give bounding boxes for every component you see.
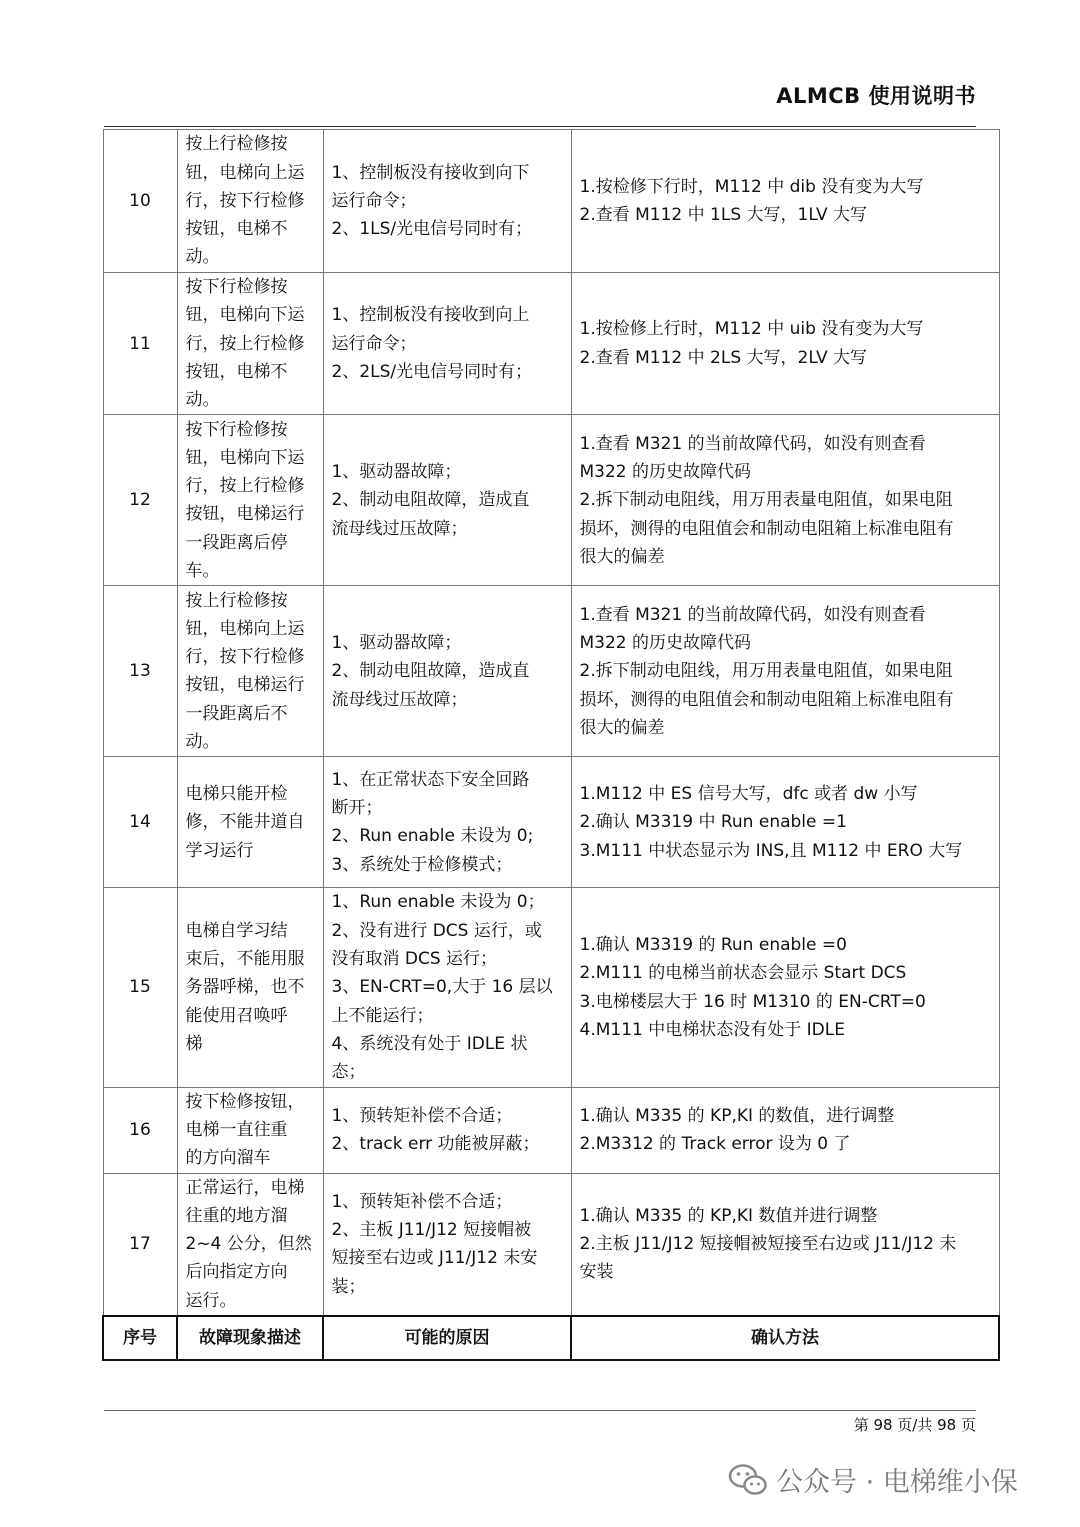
cell-line: 钮，电梯向下运 <box>185 305 305 326</box>
fault-table <box>102 129 1000 1361</box>
cell-check <box>571 1087 999 1173</box>
cell-symptom <box>177 1173 323 1316</box>
cell-number: 14 <box>103 757 177 888</box>
cell-line: 1.按检修下行时，M112 中 dib 没有变为大写 <box>579 176 924 197</box>
cell-line: 电梯一直往重 <box>185 1119 288 1140</box>
cell-line: 按下检修按钮， <box>185 1091 305 1112</box>
cell-line: 运行命令； <box>331 333 417 354</box>
cell-check <box>571 888 999 1087</box>
column-header-number: 序号 <box>103 1316 177 1360</box>
cell-line: 1.查看 M321 的当前故障代码，如没有则查看 <box>579 604 926 625</box>
cell-line: 修，不能井道自 <box>185 812 305 833</box>
table-row <box>103 1173 999 1316</box>
cell-line: 后向指定方向 <box>185 1262 288 1283</box>
cell-line: 2.查看 M112 中 1LS 大写，1LV 大写 <box>579 205 867 225</box>
cell-symptom <box>177 888 323 1087</box>
cell-symptom <box>177 415 323 586</box>
cell-cause <box>323 1087 571 1173</box>
cell-line: 2、制动电阻故障，造成直 <box>331 661 530 682</box>
cell-line: 4、系统没有处于 IDLE 状 <box>331 1033 528 1054</box>
cell-line: 按钮，电梯运行 <box>185 675 305 696</box>
cell-line: 按钮，电梯不 <box>185 219 288 240</box>
cell-check <box>571 130 999 273</box>
cell-line: 动。 <box>185 390 220 411</box>
cell-line: 3.M111 中状态显示为 INS,且 M112 中 ERO 大写 <box>579 840 963 861</box>
cell-line: 2.M3312 的 Track error 设为 0 了 <box>579 1134 851 1155</box>
cell-line: 1、预转矩补偿不合适； <box>331 1191 513 1212</box>
cell-line: 短接至右边或 J11/J12 未安 <box>331 1248 538 1269</box>
cell-line: 2.拆下制动电阻线，用万用表量电阻值，如果电阻 <box>579 490 953 511</box>
cell-number: 11 <box>103 273 177 415</box>
cell-number: 15 <box>103 888 177 1087</box>
cell-line: 1.查看 M321 的当前故障代码，如没有则查看 <box>579 433 926 454</box>
cell-line: 钮，电梯向上运 <box>185 618 305 639</box>
cell-check <box>571 1173 999 1316</box>
cell-cause <box>323 130 571 273</box>
cell-line: 3、EN-CRT=0,大于 16 层以 <box>331 977 553 998</box>
cell-line: 断开； <box>331 798 383 819</box>
cell-line: 行，按下行检修 <box>185 190 305 211</box>
cell-line: 1、控制板没有接收到向下 <box>331 162 530 183</box>
cell-line: 一段距离后停 <box>185 532 288 553</box>
column-header-cause: 可能的原因 <box>323 1316 571 1360</box>
cell-line: 很大的偏差 <box>579 546 665 567</box>
table-row <box>103 130 999 273</box>
cell-number: 12 <box>103 415 177 586</box>
cell-number: 17 <box>103 1173 177 1316</box>
table-row <box>103 1087 999 1173</box>
cell-symptom <box>177 1087 323 1173</box>
cell-line: 车。 <box>185 561 220 582</box>
watermark <box>728 1460 1018 1499</box>
cell-line: 钮，电梯向下运 <box>185 447 305 468</box>
cell-line: 2.确认 M3319 中 Run enable =1 <box>579 812 847 833</box>
cell-line: 安装 <box>579 1262 614 1283</box>
cell-line: 态； <box>331 1062 366 1083</box>
watermark-text: 公众号 · 电梯维小保 <box>776 1467 1018 1498</box>
cell-cause <box>323 757 571 888</box>
cell-line: 1、控制板没有接收到向上 <box>331 305 530 326</box>
cell-line: 正常运行，电梯 <box>185 1177 305 1198</box>
cell-symptom <box>177 757 323 888</box>
cell-line: 2.查看 M112 中 2LS 大写，2LV 大写 <box>579 347 867 368</box>
cell-line: 1、驱动器故障； <box>331 462 462 483</box>
wechat-icon <box>728 1463 768 1497</box>
table-row <box>103 757 999 888</box>
cell-line: 按上行检修按 <box>185 590 288 611</box>
header-divider <box>104 126 976 127</box>
cell-number: 13 <box>103 586 177 757</box>
cell-line: 1、预转矩补偿不合适； <box>331 1105 513 1126</box>
cell-line: 2、制动电阻故障，造成直 <box>331 490 530 511</box>
cell-line: 运行。 <box>185 1290 237 1311</box>
cell-line: 流母线过压故障； <box>331 689 468 710</box>
table-header-row <box>103 1316 999 1360</box>
cell-line: 3、系统处于检修模式； <box>331 854 513 875</box>
cell-line: 按上行检修按 <box>185 134 288 155</box>
cell-line: 梯 <box>185 1033 203 1054</box>
cell-line: 2~4 公分，但然 <box>185 1234 312 1255</box>
footer-divider <box>104 1410 976 1411</box>
cell-cause <box>323 586 571 757</box>
cell-line: 按钮，电梯运行 <box>185 504 305 525</box>
cell-line: 行，按上行检修 <box>185 333 305 354</box>
cell-check <box>571 757 999 888</box>
cell-line: 学习运行 <box>185 840 254 861</box>
cell-line: 1.确认 M335 的 KP,KI 的数值，进行调整 <box>579 1105 895 1126</box>
cell-line: 2、Run enable 未设为 0; <box>331 826 534 847</box>
cell-line: 电梯自学习结 <box>185 920 288 941</box>
table-row <box>103 586 999 757</box>
cell-line: 2、没有进行 DCS 运行，或 <box>331 920 542 941</box>
cell-cause <box>323 415 571 586</box>
cell-line: 1.M112 中 ES 信号大写，dfc 或者 dw 小写 <box>579 784 918 805</box>
cell-number: 16 <box>103 1087 177 1173</box>
column-header-symptom: 故障现象描述 <box>177 1316 323 1360</box>
cell-line: 2.主板 J11/J12 短接帽被短接至右边或 J11/J12 未 <box>579 1234 957 1255</box>
cell-number: 10 <box>103 130 177 273</box>
table-row <box>103 415 999 586</box>
cell-line: 往重的地方溜 <box>185 1205 288 1226</box>
cell-line: 损坏，测得的电阻值会和制动电阻箱上标准电阻有 <box>579 518 954 539</box>
table-row <box>103 888 999 1087</box>
column-header-check: 确认方法 <box>571 1316 999 1360</box>
cell-line: 很大的偏差 <box>579 717 665 738</box>
cell-line: 行，按上行检修 <box>185 476 305 497</box>
cell-cause <box>323 273 571 415</box>
cell-line: 3.电梯楼层大于 16 时 M1310 的 EN-CRT=0 <box>579 991 926 1012</box>
cell-line: 流母线过压故障； <box>331 518 468 539</box>
fault-table-body <box>103 130 999 1317</box>
cell-symptom <box>177 273 323 415</box>
document-title: ALMCB 使用说明书 <box>776 84 976 108</box>
cell-line: 2、主板 J11/J12 短接帽被 <box>331 1220 532 1241</box>
cell-line: 运行命令； <box>331 190 417 211</box>
table-row <box>103 273 999 415</box>
cell-line: 一段距离后不 <box>185 703 288 724</box>
cell-line: 上不能运行； <box>331 1005 434 1026</box>
cell-line: 1.按检修上行时，M112 中 uib 没有变为大写 <box>579 319 924 340</box>
cell-line: 装； <box>331 1276 366 1297</box>
cell-line: 按下行检修按 <box>185 277 288 297</box>
cell-line: 1.确认 M3319 的 Run enable =0 <box>579 934 847 955</box>
cell-symptom <box>177 130 323 273</box>
cell-line: 的方向溜车 <box>185 1148 271 1169</box>
cell-line: 动。 <box>185 732 220 753</box>
cell-check <box>571 273 999 415</box>
cell-line: M322 的历史故障代码 <box>579 462 752 483</box>
cell-line: 务器呼梯，也不 <box>185 977 305 998</box>
cell-line: 2、2LS/光电信号同时有； <box>331 361 533 382</box>
cell-line: 2.拆下制动电阻线，用万用表量电阻值，如果电阻 <box>579 661 953 682</box>
cell-check <box>571 586 999 757</box>
cell-line: 1.确认 M335 的 KP,KI 数值并进行调整 <box>579 1205 878 1226</box>
cell-line: 损坏，测得的电阻值会和制动电阻箱上标准电阻有 <box>579 689 954 710</box>
cell-line: 动。 <box>185 247 220 268</box>
page-number: 第 98 页/共 98 页 <box>853 1416 976 1434</box>
cell-line: 电梯只能开检 <box>185 784 288 805</box>
cell-line: 没有取消 DCS 运行； <box>331 949 498 970</box>
cell-line: 4.M111 中电梯状态没有处于 IDLE <box>579 1019 845 1040</box>
cell-line: 1、在正常状态下安全回路 <box>331 769 530 790</box>
cell-symptom <box>177 586 323 757</box>
cell-line: M322 的历史故障代码 <box>579 633 752 654</box>
cell-line: 2.M111 的电梯当前状态会显示 Start DCS <box>579 963 907 984</box>
cell-line: 2、track err 功能被屏蔽； <box>331 1134 540 1155</box>
cell-line: 按下行检修按 <box>185 419 288 440</box>
cell-line: 行，按下行检修 <box>185 647 305 668</box>
cell-cause <box>323 888 571 1087</box>
cell-line: 能使用召唤呼 <box>185 1005 288 1026</box>
cell-line: 束后，不能用服 <box>185 949 305 970</box>
cell-line: 2、1LS/光电信号同时有； <box>331 219 533 240</box>
cell-line: 按钮，电梯不 <box>185 361 288 382</box>
cell-line: 1、Run enable 未设为 0； <box>331 892 545 913</box>
cell-check <box>571 415 999 586</box>
cell-line: 1、驱动器故障； <box>331 633 462 654</box>
cell-line: 钮，电梯向上运 <box>185 162 305 183</box>
cell-cause <box>323 1173 571 1316</box>
